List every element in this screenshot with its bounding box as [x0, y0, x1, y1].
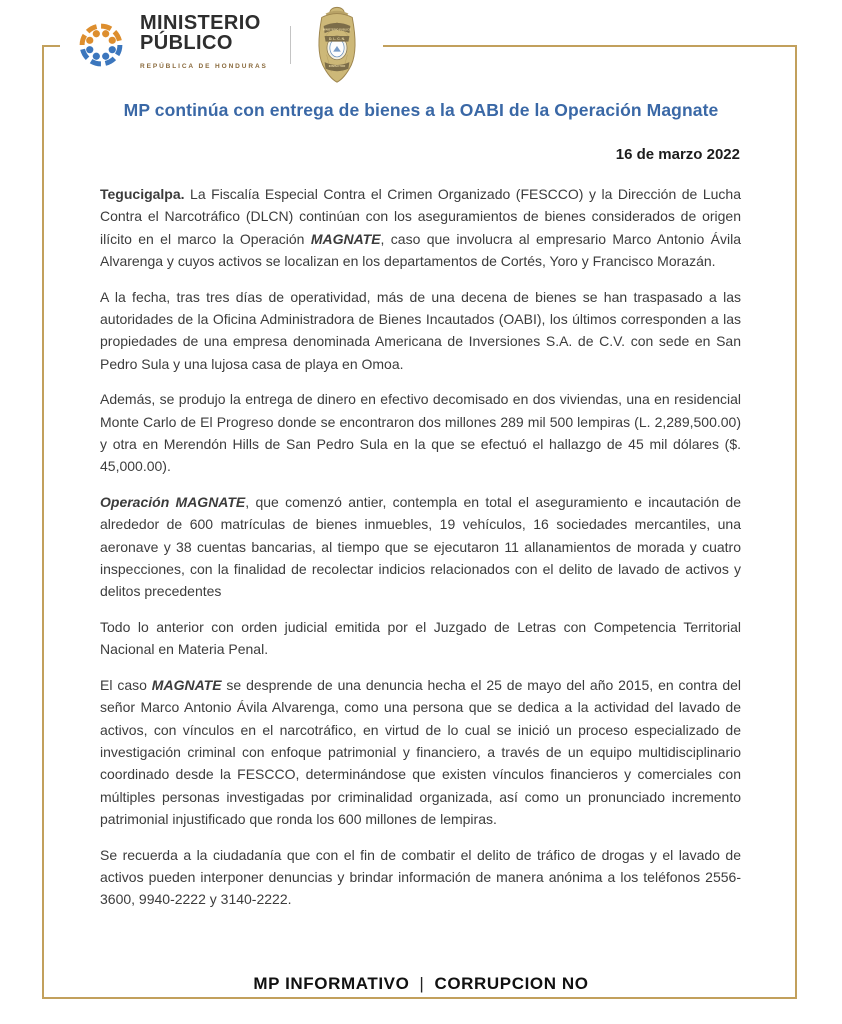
footer-right-label: CORRUPCION NO — [434, 974, 589, 993]
paragraph: Todo lo anterior con orden judicial emitida por el Juzgado de Letras con Competencia Territorial Nacional en Materia Penal. — [100, 619, 741, 658]
article-body — [100, 183, 741, 924]
footer-left-label: MP INFORMATIVO — [253, 974, 410, 993]
header-brand — [60, 2, 383, 88]
footer-bar — [0, 972, 842, 996]
paragraph: Se recuerda a la ciudadanía que con el fin de combatir el delito de tráfico de drogas y el lavado de activos pueden interponer denuncias y brindar información de manera anónima a los teléfonos 2556-3600, 9940-2222 y 3140-2222. — [100, 846, 741, 908]
paragraph: Operación MAGNATE, que comenzó antier, contempla en total el aseguramiento e incautación de alrededor de 600 matrículas de bienes inmuebles, 19 vehículos, 16 sociedades mercantiles, una aeronave y 38 cuentas bancarias, al tiempo que se ejecutaron 11 allanamientos de morada y cuatro inspecciones, con la finalidad de recolectar indicios relacionados con el delito de lavado de activos y delitos precedentes — [100, 494, 741, 600]
paragraph: Además, se produjo la entrega de dinero en efectivo decomisado en dos viviendas, una en residencial Monte Carlo de El Progreso donde se encontraron dos millones 289 mil 500 lempiras (L. 2,289,500.00) y otra en Merendón Hills de San Pedro Sula en la que se efectuó el hallazgo de 45 mil dólares ($. 45,000.00). — [100, 391, 741, 475]
badge-bottom-label: INSPECTOR — [328, 64, 346, 69]
paragraph: Tegucigalpa. La Fiscalía Especial Contra el Crimen Organizado (FESCCO) y la Dirección de Lucha Contra el Narcotráfico (DLCN) continúan con los aseguramientos de bienes considerados de origen ilícito en el marco la Operación MAGNATE, caso que involucra al empresario Marco Antonio Ávila Alvarenga y cuyos activos se localizan en los departamentos de Cortés, Yoro y Francisco Morazán. — [100, 186, 742, 269]
article-date: 16 de marzo 2022 — [615, 146, 740, 163]
badge-center-label: D. L. C. N. — [328, 37, 345, 42]
org-name-block — [140, 13, 268, 77]
footer-separator: | — [419, 974, 425, 993]
paragraph: A la fecha, tras tres días de operatividad, más de una decena de bienes se han traspasado a las autoridades de la Oficina Administradora de Bienes Incautados (OABI), los últimos corresponden a las propiedades de una empresa denominada Americana de Inversiones S.A. de C.V. con sede en San Pedro Sula y una lujosa casa de playa en Omoa. — [100, 288, 741, 372]
badge-top-label: MINISTERIO PUBLICO — [322, 28, 351, 32]
footer-text — [225, 972, 616, 996]
paragraph: El caso MAGNATE se desprende de una denuncia hecha el 25 de mayo del año 2015, en contra del señor Marco Antonio Ávila Alvarenga, como una persona que se dedica a la actividad del lavado de activos, con vínculos en el narcotráfico, en virtud de lo cual se inició un proceso especializado de investigación criminal con enfoque patrimonial y financiero, a través de un equipo multidisciplinario coordinado desde la FESCCO, determinándose que existen vínculos financieros y comerciales con múltiples personas investigadas por criminalidad organizada, así como un pronunciado incremento patrimonial injustificado que ronda los 600 millones de lempiras. — [100, 677, 741, 827]
mp-people-circle-logo-icon — [74, 17, 128, 73]
org-name-line1: MINISTERIO — [140, 12, 261, 34]
header-divider — [290, 26, 291, 64]
dlcn-badge-icon — [313, 5, 361, 85]
article-title: MP continúa con entrega de bienes a la OABI de la Operación Magnate — [123, 100, 719, 120]
org-name-line2: PÚBLICO — [140, 32, 233, 54]
org-subtitle: REPÚBLICA DE HONDURAS — [140, 63, 268, 70]
